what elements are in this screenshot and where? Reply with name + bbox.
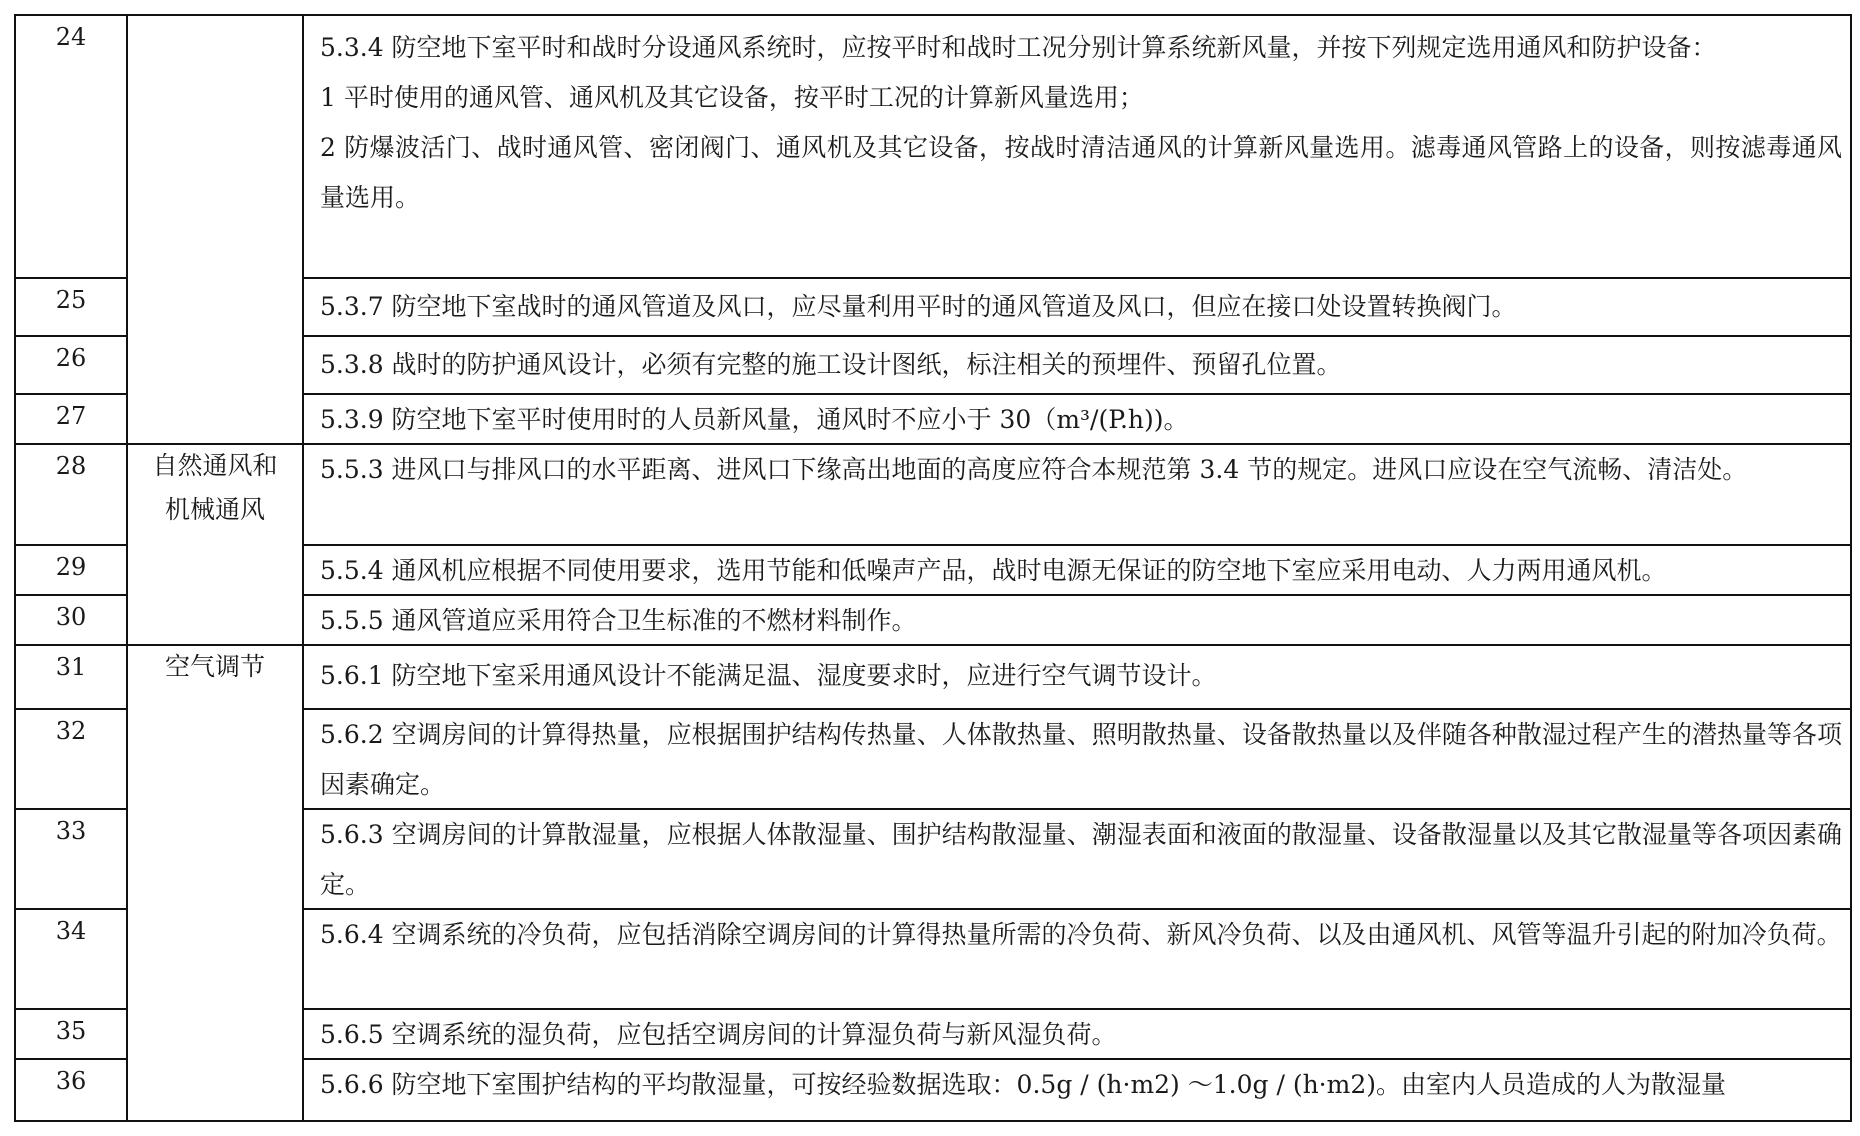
- row-number: 29: [55, 553, 87, 581]
- row-divider: [14, 1008, 126, 1010]
- regulation-table: [14, 14, 1852, 1122]
- row-divider: [14, 808, 126, 810]
- row-divider: [302, 335, 1852, 337]
- clause-text: 5.6.5 空调系统的湿负荷，应包括空调房间的计算湿负荷与新风湿负荷。: [320, 1020, 1117, 1049]
- row-divider: [14, 594, 126, 596]
- clause-text: 5.3.7 防空地下室战时的通风管道及风口，应尽量利用平时的通风管道及风口，但应在接口处设置转换阀门。: [320, 292, 1517, 321]
- row-number: 25: [55, 286, 87, 314]
- row-divider: [14, 708, 126, 710]
- row-divider: [14, 393, 126, 395]
- row-number: 24: [55, 23, 87, 51]
- clause-text: 5.3.4 防空地下室平时和战时分设通风系统时，应按平时和战时工况分别计算系统新风量，并按下列规定选用通风和防护设备： 1 平时使用的通风管、通风机及其它设备，按平时工况的计算新风量选用； 2 防爆波活门、战时通风管、密闭阀门、通风机及其它设备，按战时清洁通风的计算新风量选用。滤毒通风管路上的设备，则按滤毒通风量选用。: [320, 33, 1842, 212]
- clause-text: 5.5.3 进风口与排风口的水平距离、进风口下缘高出地面的高度应符合本规范第 3.4 节的规定。进风口应设在空气流畅、清洁处。: [320, 455, 1748, 484]
- row-divider: [14, 277, 126, 279]
- row-number: 31: [55, 653, 87, 681]
- table-bottom-border: [14, 1120, 1852, 1122]
- clause-text: 5.6.1 防空地下室采用通风设计不能满足温、湿度要求时，应进行空气调节设计。: [320, 661, 1217, 690]
- row-number: 26: [55, 344, 87, 372]
- category-label: 空气调节: [164, 652, 265, 681]
- clause-text: 5.3.8 战时的防护通风设计，必须有完整的施工设计图纸，标注相关的预埋件、预留孔位置。: [320, 350, 1342, 379]
- row-divider: [14, 335, 126, 337]
- clause-text: 5.6.4 空调系统的冷负荷，应包括消除空调房间的计算得热量所需的冷负荷、新风冷负荷、以及由通风机、风管等温升引起的附加冷负荷。: [320, 920, 1842, 949]
- column-divider: [126, 14, 128, 1122]
- row-number: 36: [55, 1067, 87, 1095]
- clause-text: 5.6.2 空调房间的计算得热量，应根据围护结构传热量、人体散热量、照明散热量、设备散热量以及伴随各种散湿过程产生的潜热量等各项因素确定。: [320, 720, 1842, 799]
- clause-text: 5.6.3 空调房间的计算散湿量，应根据人体散湿量、围护结构散湿量、潮湿表面和液面的散湿量、设备散湿量以及其它散湿量等各项因素确定。: [320, 820, 1842, 899]
- row-divider: [302, 277, 1852, 279]
- clause-text: 5.5.4 通风机应根据不同使用要求，选用节能和低噪声产品，战时电源无保证的防空地下室应采用电动、人力两用通风机。: [320, 556, 1667, 585]
- row-number: 27: [55, 402, 87, 430]
- row-divider: [14, 908, 126, 910]
- row-number: 35: [55, 1017, 87, 1045]
- clause-text: 5.3.9 防空地下室平时使用时的人员新风量，通风时不应小于 30（m³/(P.h))。: [320, 405, 1189, 434]
- clause-text: 5.6.6 防空地下室围护结构的平均散湿量，可按经验数据选取：0.5g / (h·m2) ～1.0g / (h·m2)。由室内人员造成的人为散湿量: [320, 1070, 1726, 1099]
- clause-text: 5.5.5 通风管道应采用符合卫生标准的不燃材料制作。: [320, 606, 917, 635]
- row-number: 30: [55, 603, 87, 631]
- row-divider: [14, 1058, 126, 1060]
- row-number: 28: [55, 452, 87, 480]
- row-number: 33: [55, 817, 87, 845]
- row-number: 34: [55, 917, 87, 945]
- row-divider: [14, 544, 126, 546]
- table-right-border: [1850, 14, 1852, 1122]
- table-top-border: [14, 14, 1852, 16]
- category-label: 自然通风和 机械通风: [152, 451, 278, 524]
- row-number: 32: [55, 717, 87, 745]
